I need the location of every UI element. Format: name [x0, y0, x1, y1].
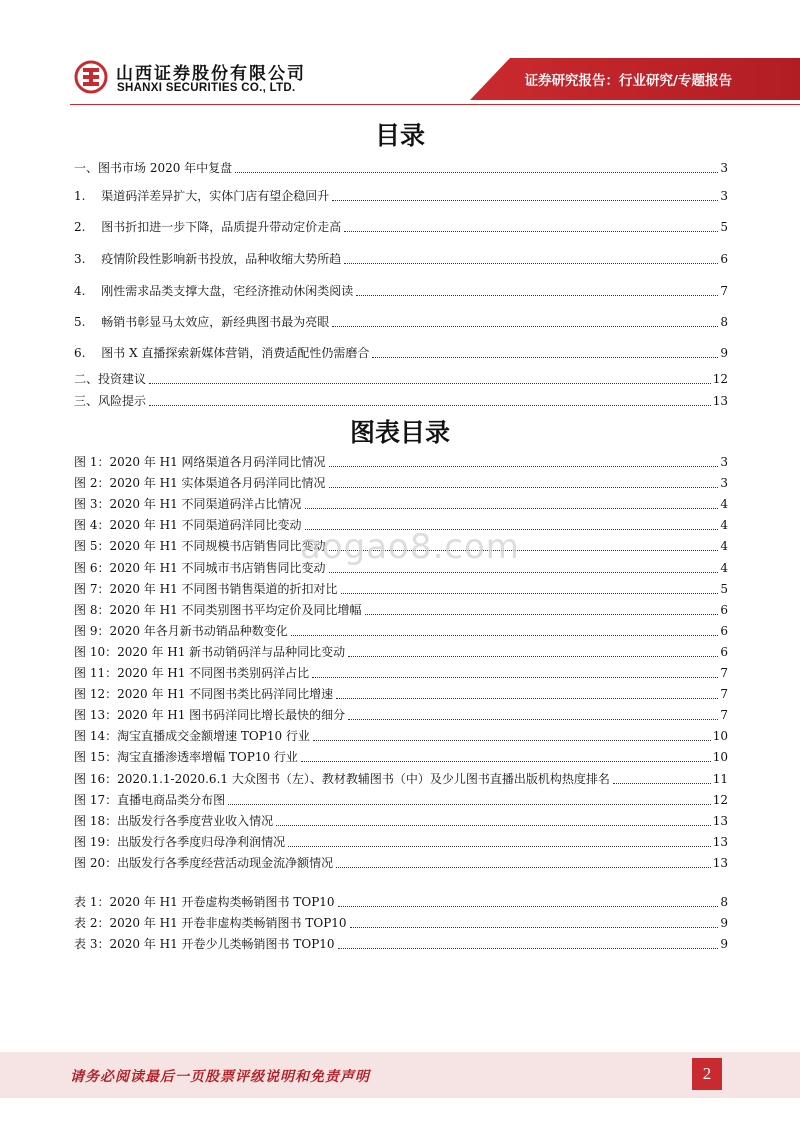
figure-item-label: 图 8：2020 年 H1 不同类别图书平均定价及同比增幅 [74, 602, 362, 617]
figure-item-row[interactable] [74, 453, 728, 471]
figure-item-row[interactable] [74, 748, 728, 766]
dot-leader [235, 171, 718, 173]
toc-item-row[interactable] [74, 159, 728, 177]
figure-item-row[interactable] [74, 580, 728, 598]
dot-leader [336, 697, 718, 699]
watermark: aogao8.com [300, 527, 520, 567]
figure-item-label: 图 14：淘宝直播成交金额增速 TOP10 行业 [74, 729, 310, 744]
dot-leader [329, 465, 719, 467]
toc-item-row[interactable] [74, 282, 728, 300]
figure-item-label: 图 4：2020 年 H1 不同渠道码洋同比变动 [74, 518, 302, 533]
figure-item-page-number: 5 [720, 581, 728, 596]
figure-item-row[interactable] [74, 495, 728, 513]
figure-item-label: 图 7：2020 年 H1 不同图书销售渠道的折扣对比 [74, 581, 338, 596]
figures-title: 图表目录 [349, 418, 450, 447]
figure-item-label: 图 9：2020 年各月新书动销品种数变化 [74, 623, 288, 638]
figure-item-row[interactable] [74, 812, 728, 830]
figure-item-page-number: 13 [712, 813, 728, 828]
toc-item-page-number: 6 [720, 252, 728, 266]
dot-leader [149, 382, 711, 384]
figure-item-row[interactable] [74, 622, 728, 640]
figure-item-label: 图 20：出版发行各季度经营活动现金流净额情况 [74, 855, 334, 870]
toc-item-page-number: 7 [720, 284, 728, 298]
figure-item-page-number: 13 [712, 855, 728, 870]
figure-item-row[interactable] [74, 685, 728, 703]
header-divider [70, 104, 800, 105]
figure-item-label: 图 6：2020 年 H1 不同城市书店销售同比变动 [74, 560, 326, 575]
figure-item-label: 图 19：出版发行各季度归母净利润情况 [74, 834, 286, 849]
figure-item-label: 图 18：出版发行各季度营业收入情况 [74, 813, 274, 828]
figure-item-row[interactable] [74, 727, 728, 745]
dot-leader [291, 634, 719, 636]
dot-leader [338, 947, 719, 949]
figure-item-row[interactable] [74, 770, 728, 788]
figure-item-label: 图 16：2020.1.1-2020.6.1 大众图书（左）、教材教辅图书（中）及少儿图书直播出版机构热度排名 [74, 771, 610, 786]
toc-item-page-number: 5 [720, 220, 728, 234]
figure-item-page-number: 11 [712, 771, 728, 786]
toc-item-label: 4. 刚性需求品类支撑大盘，宅经济推动休闲类阅读 [74, 284, 354, 298]
toc-item-row[interactable] [74, 218, 728, 236]
toc-item-label: 三、风险提示 [74, 394, 147, 408]
dot-leader [329, 486, 719, 488]
toc-item-page-number: 8 [720, 315, 728, 329]
table-item-label: 表 1：2020 年 H1 开卷虚构类畅销图书 TOP10 [74, 895, 335, 909]
toc-item-label: 二、投资建议 [74, 372, 147, 386]
dot-leader [341, 592, 719, 594]
figure-item-label: 图 17：直播电商品类分布图 [74, 792, 226, 807]
figure-item-page-number: 10 [712, 750, 728, 765]
figure-item-label: 图 12：2020 年 H1 不同图书类比码洋同比增速 [74, 687, 334, 702]
table-item-page-number: 9 [720, 937, 728, 951]
figure-item-row[interactable] [74, 854, 728, 872]
dot-leader [613, 782, 711, 784]
company-name-cn: 山西证券股份有限公司 [116, 64, 306, 84]
figure-item-page-number: 4 [720, 539, 728, 554]
figure-item-label: 图 5：2020 年 H1 不同规模书店销售同比变动 [74, 539, 326, 554]
figure-item-page-number: 7 [720, 708, 728, 723]
figure-item-label: 图 10：2020 年 H1 新书动销码洋与品种同比变动 [74, 644, 346, 659]
figure-item-row[interactable] [74, 833, 728, 851]
dot-leader [365, 613, 719, 615]
dot-leader [348, 718, 718, 720]
footer-disclaimer: 请务必阅读最后一页股票评级说明和免责声明 [70, 1069, 370, 1085]
toc-item-label: 1. 渠道码洋差异扩大，实体门店有望企稳回升 [74, 189, 330, 203]
figure-item-page-number: 4 [720, 518, 728, 533]
table-item-label: 表 2：2020 年 H1 开卷非虚构类畅销图书 TOP10 [74, 916, 347, 930]
table-item-page-number: 9 [720, 916, 728, 930]
figure-item-page-number: 4 [720, 497, 728, 512]
page-number: 2 [692, 1058, 722, 1090]
dot-leader [348, 655, 718, 657]
figure-item-page-number: 6 [720, 623, 728, 638]
dot-leader [288, 845, 711, 847]
figure-item-row[interactable] [74, 601, 728, 619]
figure-item-label: 图 13：2020 年 H1 图书码洋同比增长最快的细分 [74, 708, 346, 723]
dot-leader [305, 507, 719, 509]
toc-item-row[interactable] [74, 370, 728, 388]
figure-item-page-number: 13 [712, 834, 728, 849]
toc-item-page-number: 13 [712, 394, 728, 408]
figure-item-row[interactable] [74, 706, 728, 724]
dot-leader [228, 803, 711, 805]
toc-item-label: 6. 图书 X 直播探索新媒体营销，消费适配性仍需磨合 [74, 346, 370, 360]
toc-item-row[interactable] [74, 250, 728, 268]
table-item-row[interactable] [74, 935, 728, 953]
figure-item-page-number: 6 [720, 602, 728, 617]
dot-leader [372, 356, 718, 358]
toc-item-page-number: 3 [720, 161, 728, 175]
figure-item-page-number: 3 [720, 455, 728, 469]
dot-leader [332, 325, 718, 327]
table-item-row[interactable] [74, 893, 728, 911]
dot-leader [313, 739, 711, 741]
report-type: 证券研究报告：行业研究/专题报告 [524, 73, 732, 89]
figure-item-page-number: 10 [712, 729, 728, 744]
toc-item-page-number: 3 [720, 189, 728, 203]
figure-item-row[interactable] [74, 791, 728, 809]
toc-item-label: 一、图书市场 2020 年中复盘 [74, 161, 233, 175]
dot-leader [149, 404, 711, 406]
toc-item-row[interactable] [74, 313, 728, 331]
figure-item-label: 图 3：2020 年 H1 不同渠道码洋占比情况 [74, 497, 302, 512]
figure-item-page-number: 12 [712, 792, 728, 807]
toc-item-label: 2. 图书折扣进一步下降，品质提升带动定价走高 [74, 220, 342, 234]
table-item-page-number: 8 [720, 895, 728, 909]
toc-item-row[interactable] [74, 187, 728, 205]
figure-item-label: 图 11：2020 年 H1 不同图书类别码洋占比 [74, 666, 310, 680]
table-item-label: 表 3：2020 年 H1 开卷少儿类畅销图书 TOP10 [74, 937, 335, 951]
figure-item-page-number: 7 [720, 666, 728, 680]
toc-item-page-number: 12 [712, 372, 728, 386]
toc-item-page-number: 9 [720, 346, 728, 360]
dot-leader [312, 676, 718, 678]
dot-leader [350, 926, 719, 928]
company-logo-icon [74, 60, 108, 94]
dot-leader [356, 294, 718, 296]
figure-item-row[interactable] [74, 664, 728, 682]
figure-item-page-number: 4 [720, 560, 728, 575]
toc-item-label: 5. 畅销书彰显马太效应，新经典图书最为亮眼 [74, 315, 330, 329]
dot-leader [344, 230, 718, 232]
toc-item-row[interactable] [74, 344, 728, 362]
figure-item-label: 图 1：2020 年 H1 网络渠道各月码洋同比情况 [74, 455, 326, 469]
dot-leader [338, 905, 719, 907]
dot-leader [301, 760, 711, 762]
toc-title: 目录 [374, 121, 425, 150]
figure-item-page-number: 7 [720, 687, 728, 702]
toc-item-row[interactable] [74, 392, 728, 410]
company-name-en: SHANXI SECURITIES CO., LTD. [117, 82, 296, 94]
dot-leader [332, 199, 718, 201]
toc-item-label: 3. 疫情阶段性影响新书投放，品种收缩大势所趋 [74, 252, 342, 266]
dot-leader [344, 262, 718, 264]
figure-item-page-number: 3 [720, 476, 728, 491]
figure-item-row[interactable] [74, 474, 728, 492]
dot-leader [329, 571, 719, 573]
dot-leader [336, 866, 711, 868]
dot-leader [276, 824, 711, 826]
table-item-row[interactable] [74, 914, 728, 932]
figure-item-row[interactable] [74, 643, 728, 661]
figure-item-page-number: 6 [720, 644, 728, 659]
figure-item-label: 图 15：淘宝直播渗透率增幅 TOP10 行业 [74, 750, 298, 765]
page-header [0, 0, 800, 108]
figure-item-label: 图 2：2020 年 H1 实体渠道各月码洋同比情况 [74, 476, 326, 491]
